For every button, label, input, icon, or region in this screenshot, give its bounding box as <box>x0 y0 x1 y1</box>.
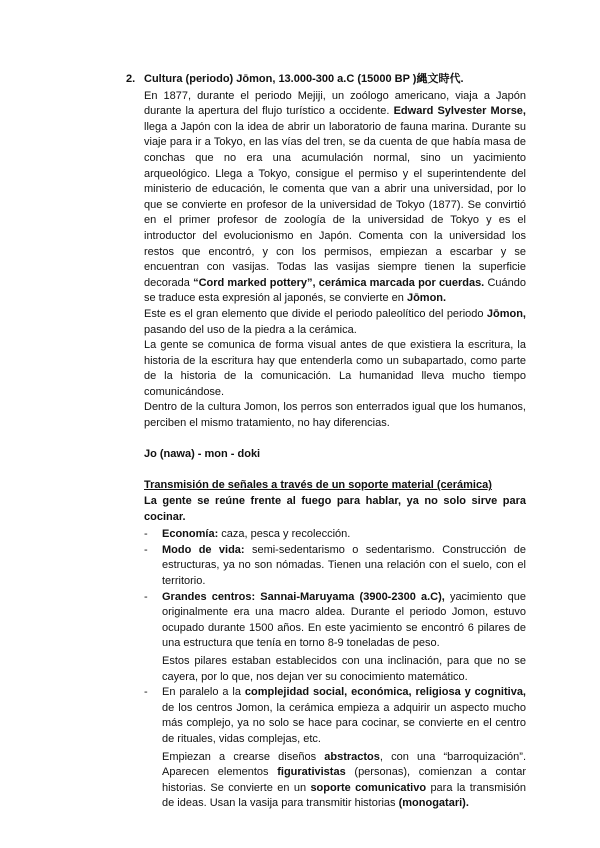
modo-label: Modo de vida: <box>162 543 245 556</box>
sub2-text-d: comienzan a contar historias. Se convierte en un <box>162 766 527 794</box>
intro-paragraph-3: La gente se comunica de forma visual antes de que existiera la escritura, la historia de la escritura hay que entenderla como un subapartado, como parte de la historia de la comunicación. La humanidad lleva mucho tiempo comunicándose. <box>144 339 526 398</box>
figurativistas-term: figurativistas <box>277 766 346 779</box>
transmision-title <box>144 478 526 494</box>
centros-text: yacimiento que originalmente era una macro aldea. Durante el periodo Jomon, estuvo ocupado durante 1500 años. En este yacimiento se encontró 6 pilares de una estructura que tenía en torno 8-9 toneladas de peso. <box>162 590 526 650</box>
transmision-subtitle-text: La gente se reúne frente al fuego para hablar, ya no solo sirve para cocinar. <box>144 495 526 523</box>
intro-paragraph-4: Dentro de la cultura Jomon, los perros son enterrados igual que los humanos, perciben el mismo tratamiento, no hay diferencias. <box>144 401 526 430</box>
section-number: 2. <box>126 73 136 85</box>
jo-mon-doki-text: Jo (nawa) - mon - doki <box>144 448 261 461</box>
soporte-comunicativo-term: soporte comunicativo <box>310 781 427 794</box>
abstractos-term: abstractos <box>324 750 380 763</box>
economia-text: caza, pesca y recolección. <box>221 528 351 541</box>
economia-label: Economía: <box>162 528 219 541</box>
sub2-text-c: (personas), <box>354 766 411 779</box>
modo-text: semi-sedentarismo o sedentarismo. Construcción de estructuras, ya no son nómadas. Tienen una relación con el suelo, con el territorio. <box>162 543 526 587</box>
jomon-term: Jōmon. <box>406 292 447 305</box>
jo-mon-doki-line <box>144 447 526 463</box>
cord-marked-pottery: “Cord marked pottery”, cerámica marcada por cuerdas. <box>193 276 485 289</box>
list-item-economia <box>144 527 526 543</box>
document-content <box>126 72 526 812</box>
section-body <box>144 89 526 812</box>
section-heading <box>126 72 526 88</box>
intro-p2-text-a: Este es el gran elemento que divide el periodo paleolítico del periodo <box>144 307 484 320</box>
jomon-term-2: Jōmon, <box>486 307 526 320</box>
paralelo-text-a: En paralelo a la <box>162 686 241 699</box>
paralelo-bold: complejidad social, económica, religiosa y cognitiva, <box>244 686 526 699</box>
monogatari-term: (monogatari). <box>398 797 469 810</box>
bullet-dash: - <box>144 528 148 541</box>
intro-paragraph-1 <box>144 89 526 307</box>
intro-text-b: llega a Japón con la idea de abrir un laboratorio de fauna marina. Durante su viaje para ir a Tokyo, en las vías del tren, se da cuenta de que había masa de conchas que no era una acumulación normal, sino un yacimiento arqueológico. Llega a Tokyo, consigue el permiso y el superintendente del ministerio de educación, le comenta que van a abrir una universidad, por lo que se convierte en profesor de la universidad de Tokyo (1877). Se convirtió en el primer profesor de zoología de la universidad de Tokyo y es el introductor del evolucionismo en Japón. Comenta con la universidad los restos que encontró, y con los permisos, empiezan a escarbar y se encuentran con vasijas. Todas las vasijas siempre tienen la superficie decorada <box>144 120 526 289</box>
list-item-modo-de-vida <box>144 543 526 590</box>
features-list <box>144 527 526 812</box>
section-title: Cultura (periodo) Jōmon, 13.000-300 a.C (15000 BP )縄文時代. <box>144 73 464 85</box>
transmision-title-text: Transmisión de señales a través de un soporte material (cerámica) <box>144 479 492 492</box>
list-item-paralelo <box>144 685 526 812</box>
intro-paragraph-2 <box>144 307 526 338</box>
sub2-text-b: , con una “barroquización”. Aparecen elementos <box>162 750 527 779</box>
intro-p2-text-b: pasando del uso de la piedra a la cerámica. <box>144 323 357 336</box>
bullet-dash: - <box>144 590 148 603</box>
morse-name: Edward Sylvester Morse, <box>393 105 526 118</box>
sub2-text-a: Empiezan a crearse diseños <box>162 750 317 763</box>
paralelo-subparagraph <box>162 750 526 812</box>
centros-subparagraph: Estos pilares estaban establecidos con una inclinación, para que no se cayera, por lo que, nos dejan ver su conocimiento matemático. <box>162 654 526 683</box>
intro-text-a: En 1877, durante el periodo Mejiji, un zoólogo americano, viaja a Japón durante la apertura del flujo turístico a occidente. <box>144 89 526 118</box>
paralelo-text-b: de los centros Jomon, la cerámica empieza a adquirir un aspecto mucho más complejo, ya no solo se hace para cocinar, se convierte en el centro de rituales, vidas complejas, etc. <box>162 701 526 745</box>
spacer <box>144 463 526 479</box>
spacer <box>144 432 526 448</box>
sub2-text-e: para la transmisión de ideas. Usan la vasija para transmitir historias <box>162 781 526 810</box>
list-item-grandes-centros <box>144 590 526 686</box>
centros-label: Grandes centros: Sannai-Maruyama (3900-2300 a.C), <box>162 590 445 603</box>
intro-text-c: Cuándo se traduce esta expresión al japonés, se convierte en <box>144 276 526 305</box>
bullet-dash: - <box>144 686 148 699</box>
transmision-subtitle <box>144 494 526 525</box>
bullet-dash: - <box>144 543 148 556</box>
